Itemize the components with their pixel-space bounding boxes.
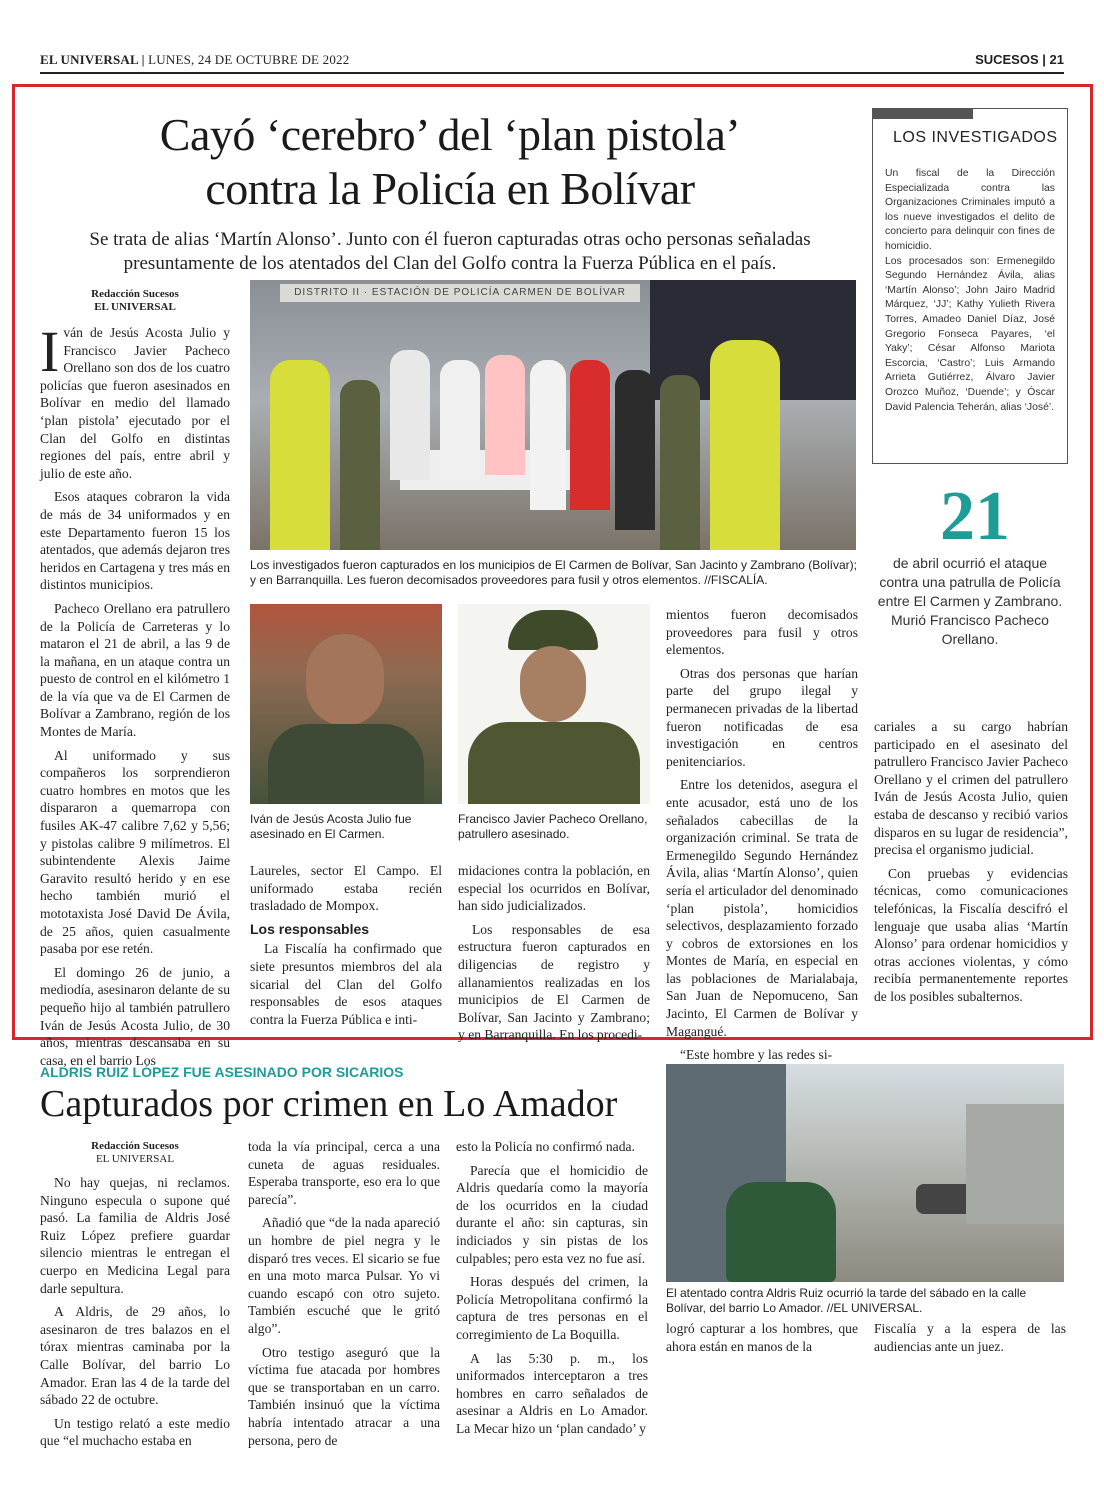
issue-date: LUNES, 24 DE OCTUBRE DE 2022 [148,52,350,67]
second-column-3: esto la Policía no confirmó nada. Parecía que el homicidio de Aldris quedaría como la mayoría de los ocurridos en la ciudad durante el año: sin capturas, sin indiciados y sin pistas de los culpables; pero esta vez no fue así. Horas después del crimen, la Policía Metropolitana confirmó la captura de tres personas en el corregimiento de La Boquilla. A las 5:30 p. m., los uniformados interceptaron a tres hombres en carro señalados de asesinar a Aldris en Lo Amador. La Mecar hizo un ‘plan candado’ y [456,1139,648,1436]
fact-number: 21 [940,478,1010,555]
page-number: 21 [1049,52,1064,67]
portrait-pacheco-caption: Francisco Javier Pacheco Orellano, patrullero asesinado. [458,812,648,841]
portrait-acosta [250,604,442,804]
main-column-1: Redacción Sucesos EL UNIVERSAL Iván de Jesús Acosta Julio y Francisco Javier Pacheco Orellano son dos de los cuatro policías que fueron asesinados en Bolívar en medio del llamado ‘plan pistola’ ejecutado por el Clan del Golfo en distintas regiones del país, entre abril y julio de este año. Esos ataques cobraron la vida de más de 34 uniformados y en este Departamento fueron 15 los atentados, que además dejaron tres heridos en Cartagena y tres más en distintos municipios. Pacheco Orellano era patrullero de la Policía de Carreteras y lo mataron el 21 de abril, a las 9 de la mañana, en un ataque contra un puesto de control en el kilómetro 1 de la vía que va de El Carmen de Bolívar a Zambrano, región de los Montes de María. Al uniformado y sus compañeros los sorprendieron cuatro hombres en motos que les dispararon a quemarropa con fusiles AK-47 calibre 7,62 y 5,56; y pistolas calibre 9 milímetros. El subintendente Alexis Jaime Garavito resultó herido y en ese hecho también murió el mototaxista José David De Ávila, de 25 años, quien casualmente pasaba por ese retén. El domingo 26 de junio, a mediodía, asesinaron delante de su pequeño hijo al también patrullero Iván de Jesús Acosta Julio, de 30 años, mientras descansaba en su casa, en el barrio Los [40,288,230,1068]
group-photo-caption: Los investigados fueron capturados en los municipios de El Carmen de Bolívar, San Jacinto y Zambrano (Bolívar); y en Barranquilla. Les fueron decomisados proveedores para fusil y otros elementos. //FISCALÍA. [250,558,857,587]
motorcycle [726,1182,836,1282]
subhead-responsables: Los responsables [250,920,370,937]
second-byline: Redacción Sucesos EL UNIVERSAL [91,1140,179,1165]
main-column-2: Laureles, sector El Campo. El uniformado estaba recién trasladado de Mompox. Los responsables La Fiscalía ha confirmado que siete presuntos miembros del ala sicarial del Clan del Golfo responsables de esos ataques contra la Fuerza Pública e inti- [250,863,442,1027]
second-column-4: logró capturar a los hombres, que ahora están en manos de la [666,1321,858,1354]
main-headline: Cayó ‘cerebro’ del ‘plan pistola’ contra la Policía en Bolívar [159,109,741,214]
second-kicker: ALDRIS RUIZ LÓPEZ FUE ASESINADO POR SICARIOS [40,1064,404,1080]
second-column-2: toda la vía principal, cerca a una cuneta de aguas residuales. Esperaba transporte, eso era lo que parecía”. Añadió que “de la nada apareció un hombre de piel negra y le disparó tres veces. El sicario se fue en una moto marca Pulsar. Yo vi cuando escapó con otro sujeto. También escuché que le gritó algo”. Otro testigo aseguró que la víctima fue atacada por hombres que se transportaban en un carro. También insinuó que la víctima habría intentado atracar a una persona, pero de [248,1139,440,1448]
paper-name: EL UNIVERSAL [40,52,139,67]
police-station-sign: DISTRITO II · ESTACIÓN DE POLICÍA CARMEN DE BOLÍVAR [280,284,640,302]
sidebar-title: LOS INVESTIGADOS [893,129,1058,146]
drop-cap: I [40,319,60,384]
main-column-3: midaciones contra la población, en especial los ocurridos en Bolívar, han sido judicializados. Los responsables de esa estructura fueron capturados en diligencias de registro y allanamientos realizadas en los municipios de El Carmen de Bolívar, San Jacinto y Zambrano; y en Barranquilla. En los procedi- [458,863,650,1043]
second-column-1: Redacción Sucesos EL UNIVERSAL No hay quejas, ni reclamos. Ninguno especula o supone qué pasó. La familia de Aldris José Ruiz López prefiere guardar silencio mientras le entregan el cuerpo en Medicina Legal para darle sepultura. A Aldris, de 29 años, lo asesinaron de tres balazos en el tórax mientras caminaba por la Calle Bolívar, del barrio Lo Amador. Eran las 4 de la tarde del sábado 22 de octubre. Un testigo relató a este medio que “el muchacho estaba en [40,1140,230,1449]
section-name: SUCESOS [975,52,1039,67]
masthead-right: SUCESOS | 21 [975,52,1064,67]
portrait-acosta-caption: Iván de Jesús Acosta Julio fue asesinado en El Carmen. [250,812,412,841]
main-column-5: cariales a su cargo habrían participado en el asesinato del patrullero Francisco Javier Pacheco Orellano y el crimen del patrullero Iván de Jesús Acosta Julio, quien estaba de descanso y recibió varios disparos en su lugar de residencia”, precisa el organismo judicial. Con pruebas y evidencias técnicas, como comunicaciones telefónicas, la Fiscalía descifró el lenguaje que usaba alias ‘Martín Alonso’ para ordenar homicidios y otras acciones violentas, y cómo recibía permanentemente reportes de los posibles subalternos. [874,719,1068,1004]
masthead-separator: | [141,52,145,67]
second-headline: Capturados por crimen en Lo Amador [40,1083,618,1125]
sidebar-investigados: LOS INVESTIGADOS Un fiscal de la Dirección Especializada contra las Organizaciones Criminales imputó a los nueve investigados el delito de concierto para delinquir con fines de homicidio. Los procesados son: Ermenegildo Segundo Hernández Ávila, alias ‘Martín Alonso’; John Jairo Madrid Márquez, ‘JJ’; Kathy Yulieth Rivera Torres, Amadeo Daniel Díaz, José Gregorio Fonseca Payares, ‘el Yaky’; César Alfonso Mariota Escorcia, ‘Castro’; Luis Armando Arrieta Gutiérrez, Álvaro Javier Orozco Muñoz, ‘Duende’; y Óscar David Palencia Teherán, alias ‘José’. [872,108,1068,464]
fact-text: de abril ocurrió el ataque contra una patrulla de Policía entre El Carmen y Zambrano. Murió Francisco Pacheco Orellano. [877,555,1063,647]
group-photo [250,280,856,550]
masthead-rule [40,72,1064,74]
main-column-4: mientos fueron decomisados proveedores para fusil y otros elementos. Otras dos personas que harían parte del grupo ilegal y permanecen privadas de la libertad fueron notificadas de esa investigación en centros penitenciarios. Entre los detenidos, asegura el ente acusador, está uno de los señalados cabecillas de la organización criminal. Se trata de Ermenegildo Segundo Hernández Ávila, alias ‘Martín Alonso’, quien sería el articulador del denominado ‘plan pistola’, homicidios selectivos, desplazamiento forzado y cobros de extorsiones en los Montes de María, en especial en las poblaciones de Marialabaja, San Juan de Nepomuceno, San Jacinto, El Carmen de Bolívar y Magangué. “Este hombre y las redes si- [666,607,858,1063]
portrait-pacheco [458,604,650,804]
street-photo [666,1064,1064,1282]
street-photo-caption: El atentado contra Aldris Ruiz ocurrió la tarde del sábado en la calle Bolívar, del barrio Lo Amador. //EL UNIVERSAL. [666,1286,1027,1315]
byline: Redacción Sucesos EL UNIVERSAL [91,288,179,313]
main-deck: Se trata de alias ‘Martín Alonso’. Junto con él fueron capturadas otras ocho personas señaladas presuntamente de los atentados del Clan del Golfo contra la Fuerza Pública en el país. [89,229,811,274]
masthead-left [40,52,349,68]
second-column-5: Fiscalía y a la espera de las audiencias ante un juez. [874,1321,1066,1354]
